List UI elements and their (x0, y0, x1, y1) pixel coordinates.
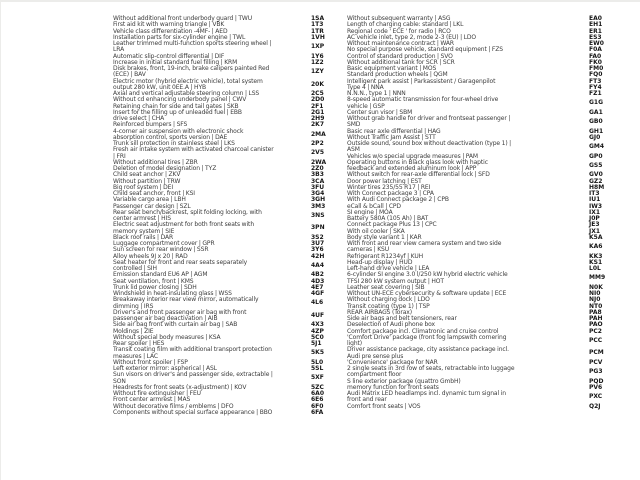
option-pr-code: 5XF (311, 374, 324, 382)
option-pr-code: GZ2 (589, 177, 603, 185)
option-description: Battery 580A (105 Ah) | BAT (347, 215, 429, 222)
option-row (347, 391, 615, 404)
option-description: Automatic slip-control differential | DIF (113, 52, 225, 60)
option-description: Sun screen for rear window | SSR (113, 246, 209, 254)
option-description: Without additional front underbody guard | TWU (113, 15, 253, 22)
option-description: Transit coating film with additional transport protection measures | LAC (113, 346, 272, 360)
option-pr-code: 5SL (311, 365, 324, 372)
option-description: Deletion of model designation | TYZ (113, 165, 217, 172)
option-pr-code: 6F0 (311, 402, 324, 410)
option-pr-code: 5L0 (311, 358, 324, 366)
option-pr-code: 3B3 (311, 171, 324, 179)
option-pr-code: 5ZC (311, 383, 324, 391)
option-description: Winter tires 235/55 R17 | REI (347, 183, 431, 191)
option-description: Fresh air intake system with activated charcoal canister | FRI (113, 146, 274, 160)
option-description: Transit coating (type 1) | TSP (347, 302, 430, 310)
option-pr-code: PV6 (589, 383, 603, 391)
option-pr-code: 4E7 (311, 283, 324, 291)
option-pr-code: 1Z2 (311, 58, 324, 66)
option-row (347, 116, 615, 129)
option-description: Without additional tires | ZBR (113, 158, 198, 166)
option-pr-code: 2D0 (311, 96, 325, 104)
option-description: Leather seat covering | SIB (347, 283, 425, 291)
option-pr-code: KA6 (589, 243, 603, 251)
option-description: Without partition | TRW (113, 177, 181, 185)
option-description: Big roof system | DEI (113, 183, 174, 191)
option-description: Without front spoiler | FSP (113, 358, 188, 366)
option-description: No special purpose vehicle, standard equipment | FZS (347, 46, 503, 54)
option-pr-code: FK0 (589, 58, 602, 66)
option-pr-code: MM9 (589, 274, 606, 282)
option-row (347, 241, 615, 254)
option-pr-code: 4D3 (311, 277, 325, 285)
option-description: S line exterior package (quattro GmbH) (347, 377, 461, 385)
option-pr-code: 1TR (311, 27, 324, 35)
option-pr-code: 4X3 (311, 321, 324, 329)
option-description: 2 single seats in 3rd row of seats, retractable into luggage compartment floor (347, 365, 515, 379)
option-pr-code: EH1 (589, 21, 603, 29)
option-pr-code: 2MA (311, 130, 326, 138)
option-description: Control of standard production | SVO (347, 52, 453, 60)
option-description: 'Comfort Drive' package (front fog lampswith cornering light) (347, 333, 507, 347)
option-pr-code: IT3 (589, 190, 600, 197)
option-description: Child seat anchor, front | KSI (113, 190, 195, 197)
option-description: Axial and vertical adjustable steering column | LSS (113, 90, 260, 97)
option-description: Outside sound, sound box without deactivation (type 1) | ASM (347, 140, 512, 154)
option-pr-code: 6A0 (311, 390, 324, 397)
option-pr-code: 3CA (311, 177, 325, 185)
option-pr-code: H8M (589, 183, 605, 191)
option-description: Retaining chain for side and tail gates | SKB (113, 102, 239, 110)
option-description: 'Convenience' package for NAR (347, 358, 438, 366)
option-pr-code: PC2 (589, 327, 602, 335)
option-description: Regional code ' ECE ' for radio | RCO (347, 27, 451, 35)
option-pr-code: EW0 (589, 40, 604, 47)
option-description: Without subsequent warranty | ASG (347, 15, 451, 22)
option-description: Driver's and front passenger air bag with front passenger air bag deactivation | AIB (113, 308, 247, 322)
equipment-list-right-column (347, 16, 615, 474)
option-pr-code: F0A (589, 46, 602, 54)
option-description: 6-cylinder SI engine 3.0 l/250 kW hybrid electric vehicle TFSI 280 kW system output | HOT (347, 271, 508, 285)
option-description: Without maintenance contract | WAR (347, 40, 455, 47)
option-pr-code: PG3 (589, 368, 603, 376)
option-row (347, 141, 615, 154)
option-pr-code: 2Z0 (311, 165, 324, 172)
option-description: Comfort front seats | VOS (347, 402, 421, 410)
option-pr-code: GS5 (589, 161, 603, 169)
option-description: Side air bag front with curtain air bag | SAB (113, 321, 238, 329)
option-pr-code: Q2J (589, 402, 601, 410)
option-description: Basic rear axle differential | HAG (347, 127, 441, 135)
option-pr-code: NI0 (589, 290, 601, 297)
option-description: Sun visors on driver's and passenger side, extractable | SON (113, 371, 273, 385)
option-pr-code: 5K5 (311, 349, 324, 357)
option-pr-code: 3PN (311, 224, 325, 232)
option-description: Moldings | ZIE (113, 327, 154, 335)
option-pr-code: 42H (311, 252, 325, 260)
option-description: Increase in initial standard fuel filling | KRM (113, 58, 238, 66)
option-description: Alloy wheels 9J x 20 | RAD (113, 252, 188, 260)
option-row (113, 222, 337, 235)
option-row (113, 41, 337, 54)
option-pr-code: 4UF (311, 311, 325, 319)
option-description: Reinforced bumpers | SFS (113, 121, 188, 129)
option-pr-code: 6E6 (311, 396, 324, 404)
option-pr-code: 2WA (311, 158, 327, 166)
option-pr-code: G1G (589, 99, 604, 107)
option-pr-code: PAO (589, 321, 603, 329)
option-pr-code: FM0 (589, 65, 604, 72)
option-description: Variable cargo area | LBH (113, 196, 186, 204)
option-pr-code: EA0 (589, 15, 602, 22)
option-pr-code: PXC (589, 393, 603, 401)
option-description: Breakaway interior rear view mirror, automatically dimming | IRS (113, 296, 259, 310)
option-pr-code: 4ZP (311, 327, 324, 335)
option-pr-code: GB0 (589, 118, 603, 126)
option-pr-code: 3GH (311, 196, 326, 204)
option-description: Vehicle class differentiation -4MF- | AED (113, 27, 228, 35)
option-description: Electric motor (hybrid electric vehicle), total system output 280 kW, unit 0EE.A | HYB (113, 77, 263, 91)
option-description: drive select | CHA (113, 115, 165, 122)
option-description: Headrests for front seats (x-adjustment) | KOV (113, 383, 247, 391)
option-pr-code: 3S2 (311, 233, 324, 241)
option-pr-code: 3NS (311, 211, 325, 219)
option-description: 4-corner air suspension with electronic shock absorption control, sports version | DAE (113, 127, 244, 141)
option-pr-code: 6FA (311, 408, 324, 416)
option-description: Without Traffic Jam Assist | STT (347, 133, 436, 141)
option-pr-code: GH1 (589, 127, 604, 135)
option-description: Front center armrest | MAS (113, 396, 191, 404)
option-description: Luggage compartment cover | GPR (113, 240, 215, 247)
option-description: Seat heater for front and rear seats separately controlled | SIH (113, 258, 248, 272)
option-pr-code: 1VH (311, 33, 325, 41)
option-pr-code: ER1 (589, 27, 602, 35)
option-pr-code: GV0 (589, 171, 603, 179)
option-pr-code: 20K (311, 80, 324, 88)
option-pr-code: L0L (589, 265, 601, 272)
option-description: Basic equipment variant | MOS (347, 65, 437, 72)
option-row (113, 372, 337, 385)
option-pr-code: PCV (589, 358, 603, 366)
option-pr-code: 2G1 (311, 108, 325, 116)
option-description: Electric seat adjustment for both front seats with memory system | SIE (113, 221, 255, 235)
option-description: Seat ventilation, front | KMS (113, 277, 194, 285)
option-pr-code: 3U7 (311, 240, 325, 247)
option-pr-code: 4L6 (311, 299, 324, 307)
option-pr-code: GA1 (589, 108, 603, 116)
option-description: memory function for front seats (347, 383, 439, 391)
option-pr-code: NT0 (589, 302, 603, 310)
option-pr-code: 3FU (311, 183, 325, 191)
option-pr-code: 5J1 (311, 340, 322, 347)
option-description: Without charging dock | LDO (347, 296, 430, 304)
option-pr-code: 3G4 (311, 190, 325, 197)
option-description: Side air bags and belt tensioners, rear (347, 315, 457, 322)
option-row (347, 97, 615, 110)
option-description: Installation parts for six-cylinder engine | TWL (113, 33, 246, 41)
option-description: Length of charging cable: standard | LKL (347, 21, 464, 29)
option-description: Operating buttons in Black glass look with haptic feedback and extended aluminum look | APP (347, 158, 488, 172)
option-pr-code: N0K (589, 283, 603, 291)
option-pr-code: J0P (589, 215, 600, 222)
option-description: Black roof rails | DAR (113, 233, 174, 241)
option-pr-code: IU1 (589, 196, 601, 204)
option-pr-code: NJ0 (589, 296, 601, 304)
option-description: Audi Matrix LED headlamps incl. dynamic turn signal in front and rear (347, 390, 506, 404)
option-row (347, 366, 615, 379)
option-description: AC vehicle inlet, type 2, mode 2-3 (EU) | LDO (347, 33, 477, 41)
option-pr-code: GJ0 (589, 133, 601, 141)
option-description: Without switch for rear-axle differential lock | SFD (347, 171, 490, 179)
option-description: Without grab handle for driver and frontseat passenger | SMD (347, 115, 511, 129)
option-description: Body style variant 1 | KAR (347, 233, 422, 241)
option-description: Left-hand drive vehicle | LEA (347, 265, 430, 272)
option-pr-code: 1T3 (311, 21, 324, 29)
option-description: Comfort package incl. Climatronic and cruise control (347, 327, 499, 335)
option-pr-code: PAH (589, 315, 603, 322)
option-pr-code: FZ1 (589, 90, 602, 97)
option-description: Without UN-ECE cybersecurity & software update | ECE (347, 290, 507, 297)
option-pr-code: PCM (589, 349, 604, 357)
option-pr-code: GM4 (589, 143, 605, 151)
option-description: With front and rear view camera system and two side cameras | KSU (347, 240, 502, 254)
option-description: Emission standard EU6 AP | AGM (113, 271, 208, 279)
option-pr-code: 4GF (311, 290, 325, 297)
option-description: Without additional tank for SCR | SCR (347, 58, 455, 66)
option-description: N.N.N., type 1 | NNN (347, 90, 406, 97)
option-description: With Connect package 3 | CPA (347, 190, 434, 197)
option-row (113, 297, 337, 310)
option-pr-code: IX1 (589, 208, 601, 216)
option-pr-code: PA8 (589, 308, 602, 316)
option-row (113, 147, 337, 160)
option-description: Type 4 | NNA (347, 83, 384, 91)
option-description: Rear seat bench/backrest, split folding locking, with center armrest | HIS (113, 208, 262, 222)
option-row (113, 410, 337, 416)
option-description: Disk brakes, front, 19-inch, brake calipers painted Red (ECE) | BAV (113, 65, 270, 79)
option-pr-code: KS1 (589, 258, 603, 266)
option-description: Standard production wheels | QGM (347, 71, 448, 79)
option-description: eCall & bCall | CPD (347, 202, 401, 210)
option-description: First aid kit with warning triangle | VBK (113, 21, 225, 29)
option-row (347, 347, 615, 360)
option-description: SI engine | MOA (347, 208, 393, 216)
option-description: Passenger car design | SZL (113, 202, 191, 210)
option-description: With Audi Connect package 2 | CPB (347, 196, 449, 204)
option-pr-code: K5A (589, 233, 603, 241)
option-pr-code: 2H9 (311, 115, 325, 122)
option-description: Intelligent park assist | Parkassistent / Garagenpilot (347, 77, 496, 85)
option-pr-code: JX1 (589, 227, 601, 235)
option-pr-code: FA0 (589, 52, 602, 60)
option-description: 8-speed automatic transmission for four-wheel drive vehicle | GSP (347, 96, 499, 110)
option-pr-code: 2K7 (311, 121, 324, 129)
option-pr-code: FQ0 (589, 71, 603, 79)
option-pr-code: 2P2 (311, 140, 324, 147)
option-description: Components without special surface appearance | BBO (113, 408, 273, 416)
option-row (347, 272, 615, 285)
option-pr-code: 4A4 (311, 261, 324, 269)
option-description: Insert for the filling up of unleaded fuel | EBB (113, 108, 242, 116)
option-pr-code: 1XP (311, 43, 325, 51)
option-pr-code: 3Y6 (311, 246, 324, 254)
option-description: Without special body measures | KSA (113, 333, 221, 341)
equipment-list-left-column (113, 16, 337, 474)
option-description: Without cd enhancing underbody panel | CWV (113, 96, 247, 104)
option-pr-code: 1ZY (311, 68, 324, 76)
option-pr-code: 2F1 (311, 102, 324, 110)
option-pr-code: 4B2 (311, 271, 324, 279)
option-description: Driver assistance package, city assistance package incl. Audi pre sense plus (347, 346, 509, 360)
option-row (113, 66, 337, 79)
option-description: Refrigerant R1234yf | KUH (347, 252, 424, 260)
option-pr-code: 1SA (311, 15, 325, 22)
option-pr-code: FY4 (589, 83, 602, 91)
option-description: Without fire extinguisher | FEU (113, 390, 201, 397)
option-description: Vehicles w/o special upgrade measures | PAM (347, 152, 478, 160)
option-description: Trunk lid power closing | SDH (113, 283, 197, 291)
option-description: Trunk sill protection in stainless steel | LKS (113, 140, 235, 147)
option-pr-code: 1Y6 (311, 52, 324, 60)
option-description: Connect package Plus 13 | CPC (347, 221, 437, 229)
option-pr-code: 2V5 (311, 149, 324, 157)
option-description: Center sun visor | SBM (347, 108, 413, 116)
option-row (113, 347, 337, 360)
option-pr-code: 2C5 (311, 90, 324, 97)
option-pr-code: IW3 (589, 202, 603, 210)
option-pr-code: ES3 (589, 33, 602, 41)
option-pr-code: KK3 (589, 252, 603, 260)
option-description: Head-up display | HUD (347, 258, 413, 266)
option-description: Child seat anchor | ZKV (113, 171, 181, 179)
option-description: Rear spoiler | HES (113, 340, 165, 347)
option-pr-code: 5C0 (311, 333, 324, 341)
option-description: Leather trimmed multi-function sports steering wheel | LRA (113, 40, 272, 54)
option-row (347, 404, 615, 410)
option-description: With oil cooler | SKA (347, 227, 405, 235)
option-pr-code: PQD (589, 377, 604, 385)
option-pr-code: 3M3 (311, 202, 326, 210)
option-pr-code: GP0 (589, 152, 603, 160)
option-pr-code: PCC (589, 336, 603, 344)
option-description: REAR AIRBAGS (Torax) (347, 308, 412, 316)
option-description: Left exterior mirror: aspherical | ASL (113, 365, 217, 372)
option-description: Deselection of Audi phone box (347, 321, 435, 329)
option-pr-code: FT3 (589, 77, 602, 85)
option-pr-code: JE3 (589, 221, 600, 229)
option-description: Without decorative films / emblems | DFO (113, 402, 234, 410)
option-description: Door power latching | EST (347, 177, 422, 185)
option-description: Windshield in heat-insulating glass | WSS (113, 290, 232, 297)
